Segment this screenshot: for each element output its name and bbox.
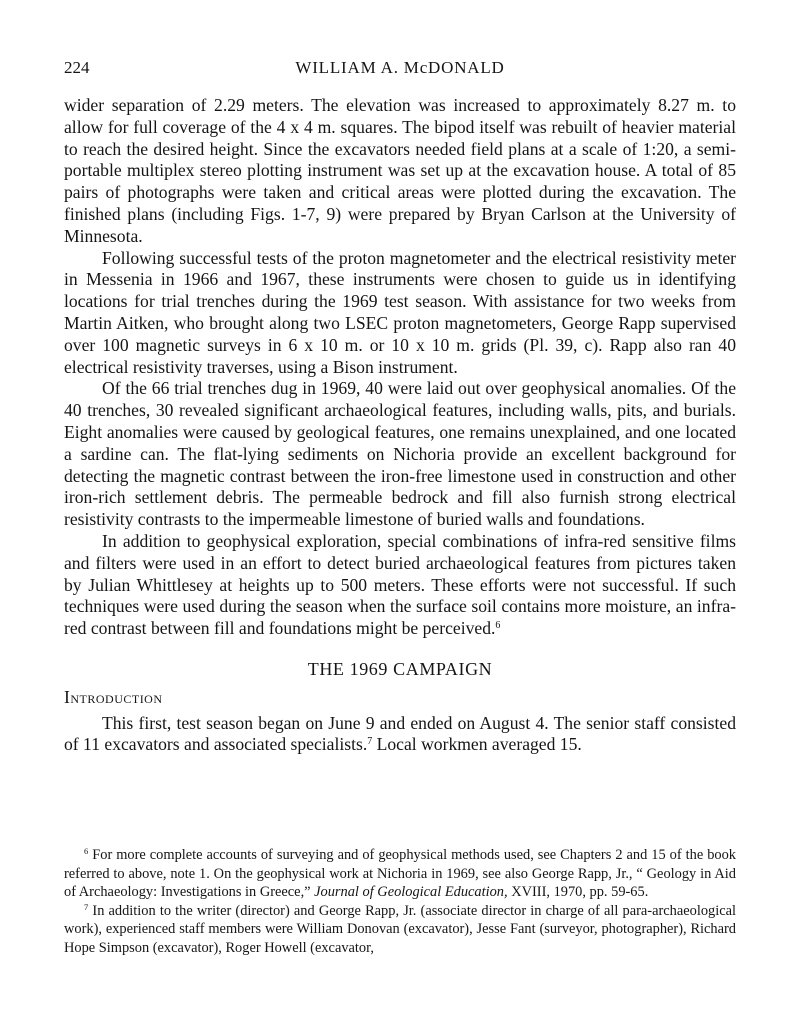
footnote-7-mark: 7 [84, 901, 89, 912]
paragraph-geophysical-instruments: Following successful tests of the proton magnetometer and the electrical resistivity meter in Messenia in 1966 and 1967, these instruments were chosen to guide us in identifying locations for trial trenches during the 1969 test season. With assistance for two weeks from Martin Aitken, who brought along two LSEC proton magnetometers, George Rapp supervised over 100 magnetic surveys in 6 x 10 m. or 10 x 10 m. grids (Pl. 39, c). Rapp also ran 40 electrical resistivity traverses, using a Bison instrument. [64, 247, 736, 377]
footnote-6 [64, 846, 736, 902]
paragraph-survey-continuation: wider separation of 2.29 meters. The elevation was increased to approximately 8.27 m. to allow for full coverage of the 4 x 4 m. squares. The bipod itself was rebuilt of heavier material to reach the desired height. Since the excavators needed field plans at a scale of 1:20, a semi-portable multiplex stereo plotting instrument was set up at the excavation house. A total of 85 pairs of photographs were taken and critical areas were plotted during the excavation. The finished plans (including Figs. 1-7, 9) were prepared by Bryan Carlson at the University of Minnesota. [64, 95, 736, 246]
running-header [64, 58, 736, 84]
section-title: THE 1969 CAMPAIGN [307, 658, 493, 679]
footnote-6-journal: Journal of Geological Education, [314, 884, 508, 900]
introduction-text-part1: This first, test season began on June 9 and ended on August 4. The senior staff consisted of 11 excavators and associated specialists. [64, 712, 736, 755]
footnote-6-text-b: XVIII, 1970, pp. 59-65. [507, 884, 649, 900]
footnote-6-text-a: For more complete accounts of surveying and of geophysical methods used, see Chapters 2 and 15 of the book referred to above, note 1. On the geophysical work at Nichoria in 1969, see also George Rapp, Jr., “ Geology in Aid of Archaeology: Investigations in Greece,” [64, 847, 736, 900]
paragraph-introduction [64, 713, 736, 757]
footnote-ref-7: 7 [367, 736, 373, 748]
footnote-ref-6: 6 [495, 620, 501, 632]
paragraph-infra-red-text: In addition to geophysical exploration, special combinations of infra-red sensitive films and filters were used in an effort to detect buried archaeological features from pictures taken by Julian Whittlesey at heights up to 500 meters. These efforts were not successful. If such techniques were used during the season when the surface soil contains more moisture, an infra-red contrast between fill and foundations might be perceived. [64, 530, 736, 639]
paragraph-trial-trenches: Of the 66 trial trenches dug in 1969, 40 were laid out over geophysical anomalies. Of the 40 trenches, 30 revealed significant archaeological features, including walls, pits, and burials. Eight anomalies were caused by geological features, one remains unexplained, and one located a sardine can. The flat-lying sediments on Nichoria provide an excellent background for detecting the magnetic contrast between the iron-free limestone used in construction and other iron-rich settlement debris. The permeable bedrock and fill also furnish strong electrical resistivity contrasts to the impermeable limestone of buried walls and foundations. [64, 378, 736, 530]
page-number: 224 [64, 58, 90, 77]
footnote-7 [64, 902, 736, 958]
footnote-7-text: In addition to the writer (director) and George Rapp, Jr. (associate director in charge of all para-archaeological work), experienced staff members were William Donovan (excavator), Jesse Fant (surveyor, photographer), Richard Hope Simpson (excavator), Roger Howell (excavator, [64, 902, 736, 956]
body-text [64, 95, 736, 756]
footnote-6-mark: 6 [84, 846, 89, 856]
subheading-introduction: Introduction [64, 686, 163, 707]
footnotes [64, 846, 736, 957]
running-head-author: WILLIAM A. McDONALD [295, 58, 505, 77]
introduction-text-part2: Local workmen averaged 15. [372, 734, 582, 755]
paragraph-infra-red [64, 531, 736, 640]
